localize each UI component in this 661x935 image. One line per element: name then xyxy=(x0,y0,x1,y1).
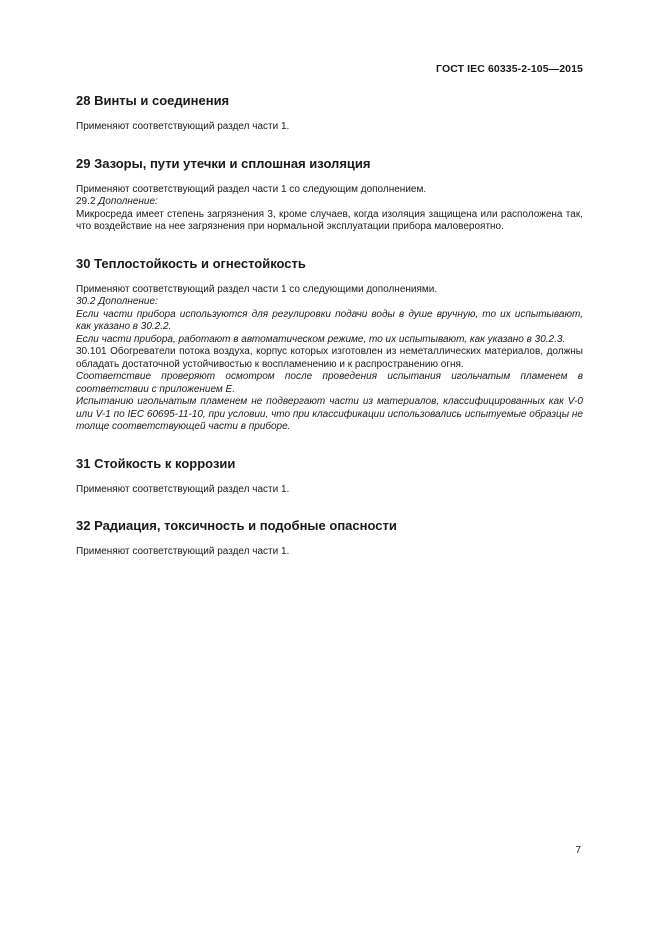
paragraph-italic: Испытанию игольчатым пламенем не подвергают части из материалов, классифицированных как V-0 или V-1 по IEC 60695-11-10, при условии, что при классификации использовались испытуемые образцы не толще соответствующей части в приборе. xyxy=(76,396,583,432)
section-title: 32 Радиация, токсичность и подобные опасности xyxy=(76,518,397,533)
paragraph-italic: Если части прибора, работают в автоматическом режиме, то их испытывают, как указано в 30.2.3. xyxy=(76,333,566,345)
paragraph: Применяют соответствующий раздел части 1. xyxy=(76,483,290,495)
section-title: 28 Винты и соединения xyxy=(76,93,230,108)
section-30 xyxy=(76,256,583,434)
section-31 xyxy=(76,456,583,497)
paragraph-italic: Если части прибора используются для регулировки подачи воды в душе вручную, то их испытывают, как указано в 30.2.2. xyxy=(76,308,583,332)
running-header: ГОСТ IEC 60335-2-105—2015 xyxy=(436,63,583,75)
section-32 xyxy=(76,518,583,559)
paragraph-italic: 29.2 Дополнение: xyxy=(76,196,158,207)
paragraph: Применяют соответствующий раздел части 1 со следующими дополнениями. xyxy=(76,283,438,295)
section-28 xyxy=(76,93,583,134)
page-number: 7 xyxy=(575,845,581,856)
paragraph: 30.101 Обогреватели потока воздуха, корпус которых изготовлен из неметаллических материалов, должны обладать достаточной устойчивостью к воспламенению и к распространению огня. xyxy=(76,346,583,370)
document-body xyxy=(76,93,583,581)
paragraph: Применяют соответствующий раздел части 1. xyxy=(76,121,290,132)
paragraph: Микросреда имеет степень загрязнения 3, кроме случаев, когда изоляция защищена или расположена так, что воздействие на нее загрязнения при нормальной эксплуатации прибора маловероятно. xyxy=(76,208,583,232)
section-29 xyxy=(76,156,583,234)
paragraph-italic: 30.2 Дополнение: xyxy=(76,296,158,307)
paragraph-italic: Соответствие проверяют осмотром после проведения испытания игольчатым пламенем в соответствии с приложением Е. xyxy=(76,371,583,395)
section-title: 31 Стойкость к коррозии xyxy=(76,455,236,471)
paragraph: Применяют соответствующий раздел части 1. xyxy=(76,546,290,557)
paragraph: Применяют соответствующий раздел части 1 со следующим дополнением. xyxy=(76,183,427,195)
section-title: 30 Теплостойкость и огнестойкость xyxy=(76,255,306,271)
section-title: 29 Зазоры, пути утечки и сплошная изоляция xyxy=(76,155,371,171)
